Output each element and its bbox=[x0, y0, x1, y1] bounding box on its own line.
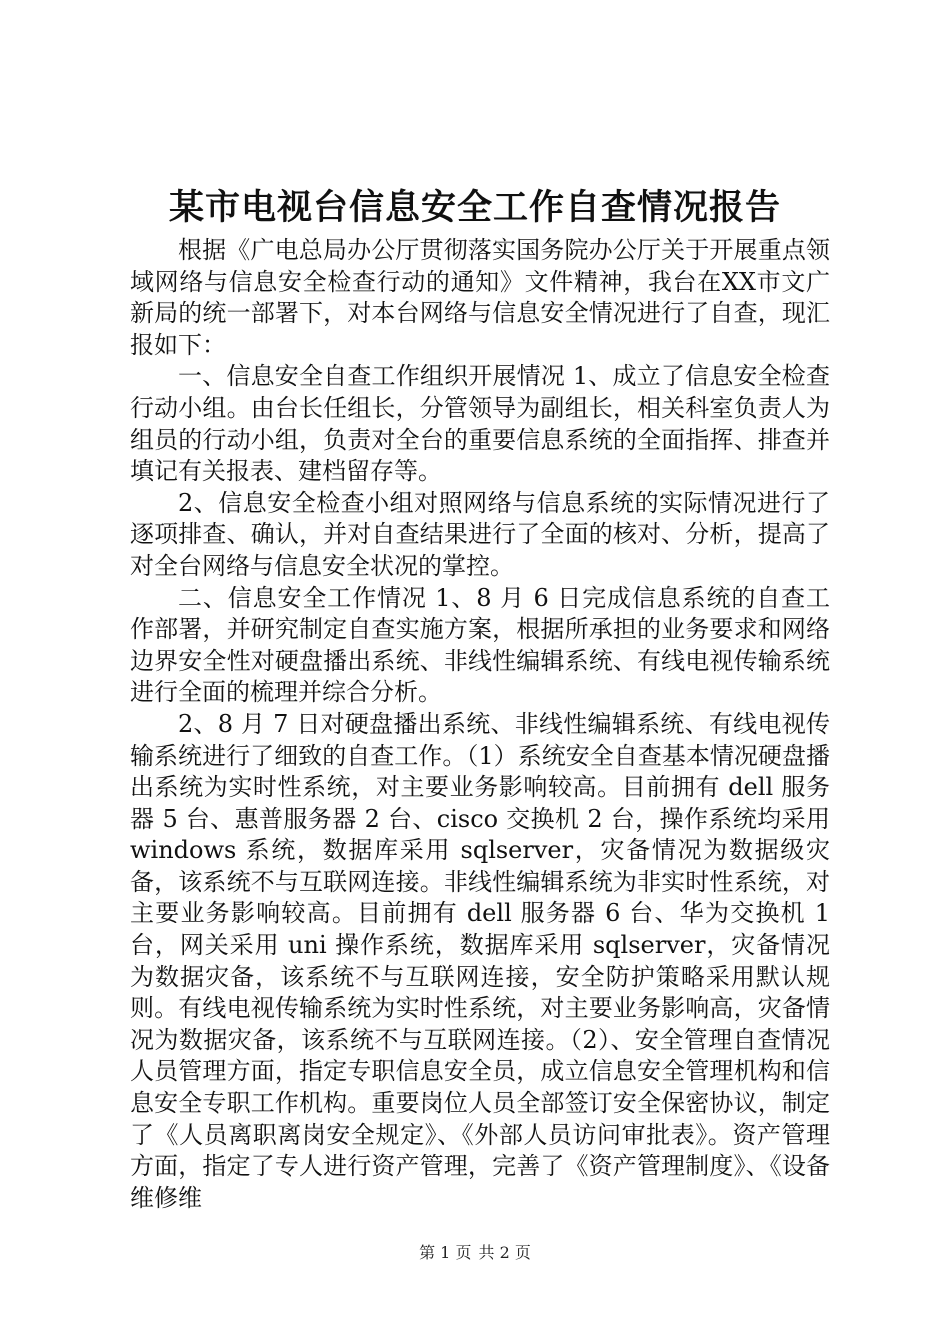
paragraph-section-2-item-2: 2、8 月 7 日对硬盘播出系统、非线性编辑系统、有线电视传输系统进行了细致的自查工作。（1）系统安全自查基本情况硬盘播出系统为实时性系统，对主要业务影响较高。目前拥有 dell 服务器 5 台、惠普服务器 2 台、cisco 交换机 2 台，操作系统均采用 windows 系统，数据库采用 sqlserver，灾备情况为数据级灾备，该系统不与互联网连接。非线性编辑系统为非实时性系统，对主要业务影响较高。目前拥有 dell 服务器 6 台、华为交换机 1 台，网关采用 uni 操作系统，数据库采用 sqlserver，灾备情况为数据灾备，该系统不与互联网连接，安全防护策略采用默认规则。有线电视传输系统为实时性系统，对主要业务影响高，灾备情况为数据灾备，该系统不与互联网连接。（2）、安全管理自查情况人员管理方面，指定专职信息安全员，成立信息安全管理机构和信息安全专职工作机构。重要岗位人员全部签订安全保密协议，制定了《人员离职离岗安全规定》、《外部人员访问审批表》。资产管理方面，指定了专人进行资产管理，完善了《资产管理制度》、《设备维修维 bbox=[130, 709, 830, 1212]
document-title: 某市电视台信息安全工作自查情况报告 bbox=[168, 187, 781, 228]
paragraph-section-1-item-2: 2、信息安全检查小组对照网络与信息系统的实际情况进行了逐项排查、确认，并对自查结果进行了全面的核对、分析，提高了对全台网络与信息安全状况的掌控。 bbox=[130, 488, 830, 580]
paragraph-section-1: 一、信息安全自查工作组织开展情况 1、成立了信息安全检查行动小组。由台长任组长，分管领导为副组长，相关科室负责人为组员的行动小组，负责对全台的重要信息系统的全面指挥、排查并填记有关报表、建档留存等。 bbox=[130, 362, 830, 486]
paragraph-section-2: 二、信息安全工作情况 1、8 月 6 日完成信息系统的自查工作部署，并研究制定自查实施方案，根据所承担的业务要求和网络边界安全性对硬盘播出系统、非线性编辑系统、有线电视传输系统进行全面的梳理并综合分析。 bbox=[130, 583, 830, 707]
document-body bbox=[130, 235, 830, 1214]
page-total: 共 2 页 bbox=[478, 1243, 531, 1262]
page-footer bbox=[0, 1242, 950, 1264]
page-number: 第 1 页 bbox=[419, 1243, 472, 1262]
paragraph-intro: 根据《广电总局办公厅贯彻落实国务院办公厅关于开展重点领域网络与信息安全检查行动的通知》文件精神，我台在XX市文广新局的统一部署下，对本台网络与信息安全情况进行了自查，现汇报如下： bbox=[130, 236, 830, 359]
